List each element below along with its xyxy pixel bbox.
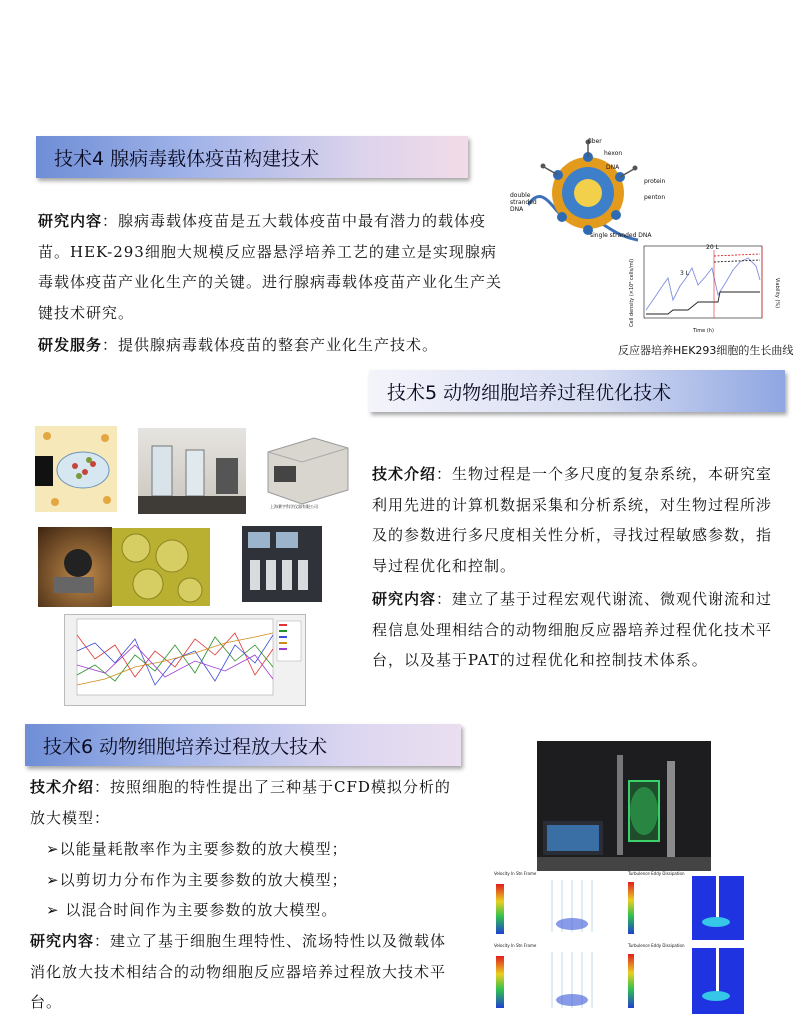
instrument-photo	[262, 432, 352, 512]
tech6-bullet-list	[46, 834, 466, 926]
tech4-p2-label: 研发服务	[38, 336, 103, 354]
tech4-title: 技术4 腺病毒载体疫苗构建技术	[54, 147, 320, 170]
cell-diagram-image	[35, 426, 117, 512]
tech5-p1-label: 技术介绍	[372, 465, 437, 483]
microcarrier-photo	[112, 528, 210, 606]
bioreactor-photo	[138, 428, 246, 514]
tech5-paragraph	[372, 459, 785, 581]
tech6-bullet-2: ➢以剪切力分布作为主要参数的放大模型；	[46, 870, 348, 889]
cfd-dissipation-plot-1	[626, 872, 744, 942]
tech4-banner	[36, 136, 468, 178]
cfd-label-3: Velocity In Stn Frame	[494, 943, 537, 948]
cfd-velocity-plot-2	[492, 944, 620, 1016]
bioreactor-lab-photo	[537, 741, 711, 871]
microscope-photo	[38, 527, 112, 607]
growth-y-label: Cell density (×10⁶ cells/ml)	[629, 258, 636, 328]
tech5-p1-text: ：生物过程是一个多尺度的复杂系统，本研究室利用先进的计算机数据采集和分析系统，对生物过程所涉及的参数进行多尺度相关性分析，寻找过程敏感参数，指导过程优化和控制。	[372, 465, 773, 575]
virus-label-ssdna: single stranded DNA	[590, 232, 652, 239]
tech6-p2-text: ：建立了基于细胞生理特性、流场特性以及微载体消化放大技术相结合的动物细胞反应器培养过程放大技术平台。	[30, 932, 447, 1011]
tech5-paragraph-2	[372, 584, 785, 676]
tech4-paragraph-2	[38, 330, 508, 361]
tech6-bullet-3: ➢ 以混合时间作为主要参数的放大模型。	[46, 901, 338, 919]
cfd-label-1: Velocity In Stn Frame	[494, 871, 537, 876]
virus-label-penton: penton	[644, 194, 666, 201]
cfd-dissipation-plot-2	[626, 944, 744, 1016]
tech6-p2-label: 研究内容	[30, 932, 95, 950]
tech6-bullet-1: ➢以能量耗散率作为主要参数的放大模型；	[46, 840, 348, 858]
virus-label-dna: DNA	[606, 164, 620, 171]
growth-curve-chart	[628, 240, 781, 335]
tech6-paragraph-2	[30, 926, 460, 1018]
virus-label-protein: protein	[644, 178, 666, 185]
tech5-p2-label: 研究内容	[372, 590, 437, 608]
process-parameter-plot	[64, 614, 306, 706]
cfd-label-4: Turbulence Eddy Dissipation	[628, 943, 685, 948]
tech6-banner	[25, 724, 461, 766]
tech6-p1-text: ：按照细胞的特性提出了三种基于CFD模拟分析的放大模型：	[30, 778, 451, 827]
tech6-title: 技术6 动物细胞培养过程放大技术	[43, 735, 328, 758]
instrument-caption: 上海赛宇科学仪器有限公司	[270, 504, 318, 509]
virus-label-dsdna: double stranded DNA	[510, 192, 537, 213]
growth-annot-20l: 20 L	[706, 244, 719, 251]
growth-x-label: Time (h)	[693, 328, 714, 334]
tech4-figure-caption: 反应器培养HEK293细胞的生长曲线	[618, 344, 794, 357]
virus-label-fiber: fiber	[588, 138, 602, 145]
virus-label-hexon: hexon	[604, 150, 623, 157]
tech4-p1-label: 研究内容	[38, 212, 103, 230]
reactor-workstation-photo	[242, 526, 322, 602]
tech4-paragraph	[38, 206, 508, 328]
tech4-p2-text: ：提供腺病毒载体疫苗的整套产业化生产技术。	[102, 336, 439, 354]
growth-y2-label: Viability (%)	[774, 277, 781, 309]
tech6-paragraph	[30, 772, 460, 833]
tech5-p2-text: ：建立了基于过程宏观代谢流、微观代谢流和过程信息处理相结合的动物细胞反应器培养过程优化技术平台，以及基于PAT的过程优化和控制技术体系。	[372, 590, 773, 669]
tech6-p1-label: 技术介绍	[30, 778, 95, 796]
tech5-banner	[369, 370, 785, 412]
cfd-velocity-plot-1	[492, 872, 620, 942]
cfd-label-2: Turbulence Eddy Dissipation	[628, 871, 685, 876]
tech4-p1-text: ：腺病毒载体疫苗是五大载体疫苗中最有潜力的载体疫苗。HEK-293细胞大规模反应器悬浮培养工艺的建立是实现腺病毒载体疫苗产业化生产的关键。进行腺病毒载体疫苗产业化生产关键技术研究。	[38, 212, 503, 322]
tech5-title: 技术5 动物细胞培养过程优化技术	[387, 381, 672, 404]
growth-annot-3l: 3 L	[680, 270, 690, 277]
